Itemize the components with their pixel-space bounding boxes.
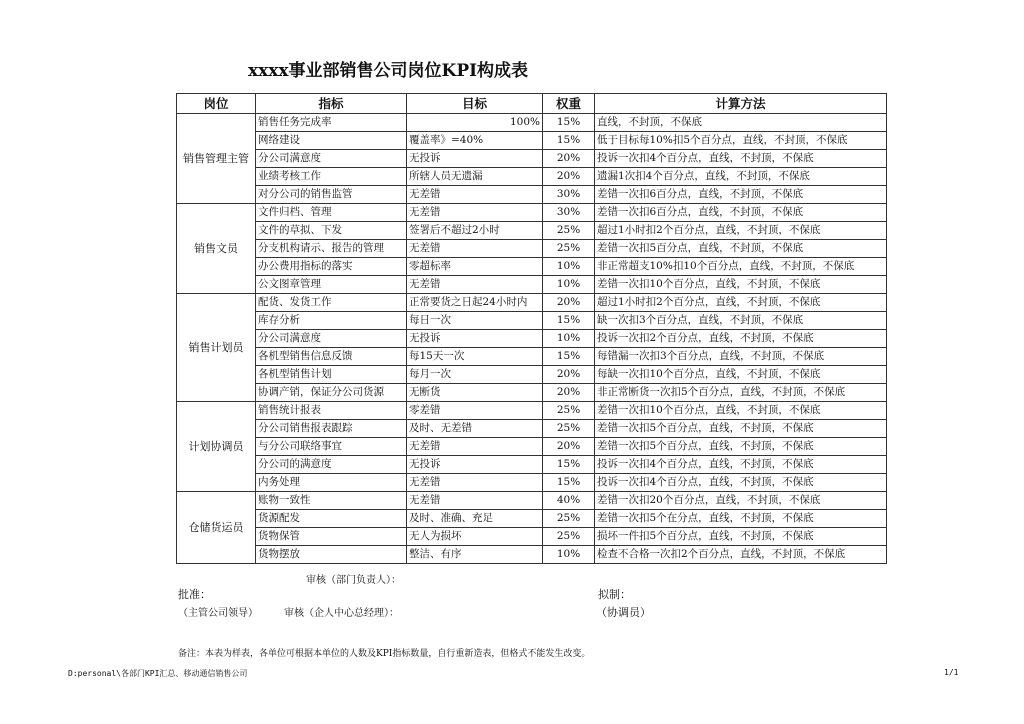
weight-cell: 25% bbox=[543, 528, 595, 546]
position-cell: 仓储货运员 bbox=[177, 492, 256, 564]
kpi-table bbox=[176, 93, 887, 564]
method-cell: 直线，不封顶，不保底 bbox=[595, 114, 887, 132]
indicator-cell: 内务处理 bbox=[256, 474, 407, 492]
table-row bbox=[177, 222, 887, 240]
method-cell: 差错一次扣5个百分点，直线，不封顶，不保底 bbox=[595, 438, 887, 456]
table-row bbox=[177, 492, 887, 510]
table-row bbox=[177, 114, 887, 132]
table-row bbox=[177, 132, 887, 150]
indicator-cell: 业绩考核工作 bbox=[256, 168, 407, 186]
weight-cell: 25% bbox=[543, 240, 595, 258]
method-cell: 差错一次扣20个百分点，直线，不封顶，不保底 bbox=[595, 492, 887, 510]
indicator-cell: 各机型销售信息反馈 bbox=[256, 348, 407, 366]
table-row bbox=[177, 528, 887, 546]
method-cell: 差错一次扣5个在分点，直线，不封顶，不保底 bbox=[595, 510, 887, 528]
weight-cell: 20% bbox=[543, 366, 595, 384]
target-cell: 无差错 bbox=[407, 474, 543, 492]
header-position: 岗位 bbox=[177, 94, 256, 114]
header-method: 计算方法 bbox=[595, 94, 887, 114]
indicator-cell: 办公费用指标的落实 bbox=[256, 258, 407, 276]
review-dept-label: 审核（部门负责人）： bbox=[306, 575, 401, 586]
weight-cell: 25% bbox=[543, 420, 595, 438]
target-cell: 100% bbox=[407, 114, 543, 132]
table-row bbox=[177, 384, 887, 402]
table-row bbox=[177, 240, 887, 258]
target-cell: 整洁、有序 bbox=[407, 546, 543, 564]
position-cell: 销售管理主管 bbox=[177, 114, 256, 204]
table-row bbox=[177, 168, 887, 186]
weight-cell: 30% bbox=[543, 204, 595, 222]
weight-cell: 25% bbox=[543, 402, 595, 420]
approve-sub-label: （主管公司领导） bbox=[178, 608, 258, 619]
target-cell: 无差错 bbox=[407, 186, 543, 204]
indicator-cell: 公文图章管理 bbox=[256, 276, 407, 294]
weight-cell: 15% bbox=[543, 474, 595, 492]
target-cell: 无投诉 bbox=[407, 330, 543, 348]
target-cell: 无差错 bbox=[407, 276, 543, 294]
table-row bbox=[177, 312, 887, 330]
weight-cell: 25% bbox=[543, 510, 595, 528]
weight-cell: 15% bbox=[543, 132, 595, 150]
method-cell: 差错一次扣10个百分点，直线，不封顶，不保底 bbox=[595, 402, 887, 420]
weight-cell: 40% bbox=[543, 492, 595, 510]
indicator-cell: 与分公司联络事宜 bbox=[256, 438, 407, 456]
indicator-cell: 网络建设 bbox=[256, 132, 407, 150]
indicator-cell: 协调产销，保证分公司货源 bbox=[256, 384, 407, 402]
indicator-cell: 货物摆放 bbox=[256, 546, 407, 564]
target-cell: 签署后不超过2小时 bbox=[407, 222, 543, 240]
target-cell: 覆盖率》=40% bbox=[407, 132, 543, 150]
table-row bbox=[177, 510, 887, 528]
method-cell: 非正常断货一次扣5个百分点，直线，不封顶，不保底 bbox=[595, 384, 887, 402]
header-indicator: 指标 bbox=[256, 94, 407, 114]
position-cell: 销售计划员 bbox=[177, 294, 256, 402]
table-row bbox=[177, 348, 887, 366]
indicator-cell: 分公司满意度 bbox=[256, 150, 407, 168]
indicator-cell: 销售统计报表 bbox=[256, 402, 407, 420]
target-cell: 正常要货之日起24小时内 bbox=[407, 294, 543, 312]
header-target: 目标 bbox=[407, 94, 543, 114]
table-row bbox=[177, 456, 887, 474]
table-row bbox=[177, 438, 887, 456]
review-center-label: 审核（企人中心总经理）： bbox=[284, 608, 399, 619]
indicator-cell: 配货、发货工作 bbox=[256, 294, 407, 312]
indicator-cell: 库存分析 bbox=[256, 312, 407, 330]
table-row bbox=[177, 186, 887, 204]
weight-cell: 10% bbox=[543, 258, 595, 276]
indicator-cell: 分公司的满意度 bbox=[256, 456, 407, 474]
method-cell: 差错一次扣6百分点，直线，不封顶，不保底 bbox=[595, 186, 887, 204]
target-cell: 零差错 bbox=[407, 402, 543, 420]
weight-cell: 20% bbox=[543, 294, 595, 312]
target-cell: 无人为损坏 bbox=[407, 528, 543, 546]
target-cell: 及时、准确、充足 bbox=[407, 510, 543, 528]
method-cell: 超过1小时扣2个百分点，直线，不封顶，不保底 bbox=[595, 294, 887, 312]
indicator-cell: 分公司满意度 bbox=[256, 330, 407, 348]
table-row bbox=[177, 294, 887, 312]
page-number: 1/1 bbox=[944, 668, 959, 677]
indicator-cell: 账物一致性 bbox=[256, 492, 407, 510]
target-cell: 及时、无差错 bbox=[407, 420, 543, 438]
note-text: 备注：本表为样表，各单位可根据本单位的人数及KPI指标数量，自行重新造表，但格式不能发生改变。 bbox=[178, 649, 591, 659]
method-cell: 超过1小时扣2个百分点，直线，不封顶，不保底 bbox=[595, 222, 887, 240]
draft-sub-label: （协调员） bbox=[596, 606, 651, 619]
method-cell: 投诉一次扣4个百分点，直线，不封顶，不保底 bbox=[595, 474, 887, 492]
table-row bbox=[177, 258, 887, 276]
table-row bbox=[177, 276, 887, 294]
method-cell: 非正常超支10%扣10个百分点，直线，不封顶，不保底 bbox=[595, 258, 887, 276]
weight-cell: 20% bbox=[543, 438, 595, 456]
table-row bbox=[177, 546, 887, 564]
weight-cell: 10% bbox=[543, 276, 595, 294]
target-cell: 无投诉 bbox=[407, 456, 543, 474]
method-cell: 差错一次扣5百分点，直线，不封顶，不保底 bbox=[595, 240, 887, 258]
method-cell: 投诉一次扣4个百分点，直线，不封顶，不保底 bbox=[595, 150, 887, 168]
header-weight: 权重 bbox=[543, 94, 595, 114]
table-header-row bbox=[177, 94, 887, 114]
target-cell: 无投诉 bbox=[407, 150, 543, 168]
target-cell: 所辖人员无遗漏 bbox=[407, 168, 543, 186]
table-row bbox=[177, 420, 887, 438]
method-cell: 缺一次扣3个百分点，直线，不封顶，不保底 bbox=[595, 312, 887, 330]
indicator-cell: 分支机构请示、报告的管理 bbox=[256, 240, 407, 258]
weight-cell: 15% bbox=[543, 114, 595, 132]
table-row bbox=[177, 474, 887, 492]
target-cell: 无差错 bbox=[407, 204, 543, 222]
target-cell: 每15天一次 bbox=[407, 348, 543, 366]
method-cell: 差错一次扣10个百分点，直线，不封顶，不保底 bbox=[595, 276, 887, 294]
weight-cell: 20% bbox=[543, 150, 595, 168]
method-cell: 损坏一件扣5个百分点，直线，不封顶，不保底 bbox=[595, 528, 887, 546]
target-cell: 每日一次 bbox=[407, 312, 543, 330]
method-cell: 投诉一次扣2个百分点，直线，不封顶，不保底 bbox=[595, 330, 887, 348]
draft-label: 拟制： bbox=[598, 588, 631, 601]
page-title: xxxx事业部销售公司岗位KPI构成表 bbox=[248, 61, 529, 81]
position-cell: 计划协调员 bbox=[177, 402, 256, 492]
weight-cell: 10% bbox=[543, 330, 595, 348]
target-cell: 无差错 bbox=[407, 240, 543, 258]
indicator-cell: 分公司销售报表跟踪 bbox=[256, 420, 407, 438]
table-row bbox=[177, 366, 887, 384]
position-cell: 销售文员 bbox=[177, 204, 256, 294]
indicator-cell: 货源配发 bbox=[256, 510, 407, 528]
method-cell: 投诉一次扣4个百分点，直线，不封顶，不保底 bbox=[595, 456, 887, 474]
indicator-cell: 对分公司的销售监管 bbox=[256, 186, 407, 204]
method-cell: 每缺一次扣10个百分点，直线，不封顶，不保底 bbox=[595, 366, 887, 384]
indicator-cell: 文件归档、管理 bbox=[256, 204, 407, 222]
target-cell: 无差错 bbox=[407, 492, 543, 510]
method-cell: 检查不合格一次扣2个百分点，直线，不封顶，不保底 bbox=[595, 546, 887, 564]
indicator-cell: 各机型销售计划 bbox=[256, 366, 407, 384]
target-cell: 无断货 bbox=[407, 384, 543, 402]
method-cell: 遗漏1次扣4个百分点，直线，不封顶，不保底 bbox=[595, 168, 887, 186]
table-row bbox=[177, 402, 887, 420]
target-cell: 零超标率 bbox=[407, 258, 543, 276]
weight-cell: 15% bbox=[543, 456, 595, 474]
weight-cell: 20% bbox=[543, 168, 595, 186]
table-row bbox=[177, 150, 887, 168]
method-cell: 差错一次扣5个百分点，直线，不封顶，不保底 bbox=[595, 420, 887, 438]
target-cell: 每月一次 bbox=[407, 366, 543, 384]
weight-cell: 15% bbox=[543, 348, 595, 366]
table-body bbox=[177, 114, 887, 564]
weight-cell: 20% bbox=[543, 384, 595, 402]
method-cell: 每错漏一次扣3个百分点，直线，不封顶，不保底 bbox=[595, 348, 887, 366]
indicator-cell: 销售任务完成率 bbox=[256, 114, 407, 132]
weight-cell: 25% bbox=[543, 222, 595, 240]
table-row bbox=[177, 330, 887, 348]
target-cell: 无差错 bbox=[407, 438, 543, 456]
approve-label: 批准： bbox=[178, 588, 211, 601]
table-row bbox=[177, 204, 887, 222]
indicator-cell: 货物保管 bbox=[256, 528, 407, 546]
weight-cell: 15% bbox=[543, 312, 595, 330]
method-cell: 低于目标每10%扣5个百分点，直线，不封顶，不保底 bbox=[595, 132, 887, 150]
indicator-cell: 文件的草拟、下发 bbox=[256, 222, 407, 240]
file-path: D:personal\各部门KPI汇总、移动通信销售公司 bbox=[68, 669, 248, 678]
weight-cell: 30% bbox=[543, 186, 595, 204]
method-cell: 差错一次扣6百分点，直线，不封顶，不保底 bbox=[595, 204, 887, 222]
weight-cell: 10% bbox=[543, 546, 595, 564]
